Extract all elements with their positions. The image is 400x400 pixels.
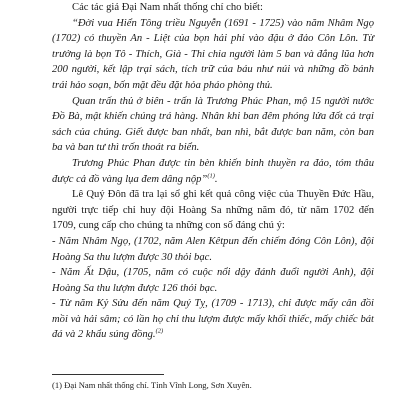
- intro-paragraph: Các tác giả Đại Nam nhất thống chí cho biết:: [72, 2, 263, 13]
- footnote-ref-2[interactable]: (2): [155, 327, 164, 335]
- quote-paragraph-1: “Đời vua Hiển Tông triều Nguyễn (1691 - 1725) vào năm Nhâm Ngọ (1702) có thuyền An - Liệt của bọn hải phỉ vào đậu ở đảo Côn Lôn. Từ trưởng là bọn Tô - Thích, Già - Thi chia người làm 5 ban và đắng lũa hơn 200 người, kết lập trại sách, tích trữ của báu như núi và những đồ bánh trái hảo soạn, bốn mặt đều đặt hỏa pháo phòng thủ.: [52, 17, 374, 91]
- footnote-divider: [52, 374, 164, 375]
- footnote-ref-1[interactable]: (1): [207, 172, 215, 179]
- quote-paragraph-2: Quan trấn thủ ở biên - trấn là Trương Phúc Phan, mộ 15 người nước Đồ Bà, mật khiến chúng trá hàng. Nhân khi ban đêm phóng lửa đốt cả trại sách của chúng. Giết được ban nhất, ban nhì, bắt được ban năm, còn ban ba và ban tư thì trốn thoát ra biển.: [52, 95, 374, 154]
- list-item-1709-1713: [52, 296, 374, 343]
- page-body: [52, 0, 374, 343]
- list-item-1705: - Năm Ất Dậu, (1705, năm có cuộc nổi dậy đánh đuổi người Anh), đội Hoàng Sa thu lượm được 126 thỏi bạc.: [52, 267, 374, 294]
- footnote: (1) Đại Nam nhất thống chí. Tỉnh Vĩnh Long, Sơn Xuyên.: [52, 380, 252, 390]
- list-item-1702: - Năm Nhâm Ngọ, (1702, năm Alen Kêtpun đến chiếm đóng Côn Lôn), đội Hoàng Sa thu lượm được 30 thỏi bạc.: [52, 235, 374, 263]
- quote-3-text: Trương Phúc Phan được tin bèn khiến binh thuyền ra đảo, tóm thâu được cả đồ vàng lụa đem dâng nộp”: [52, 157, 374, 185]
- quote-3-period: .: [214, 173, 218, 185]
- body-paragraph: Lê Quý Đôn đã tra lại sổ ghi kết quả công việc của Thuyền Đức Hầu, người trực tiếp chỉ huy đội Hoàng Sa những năm đó, từ năm 1702 đến 1709, cung cấp cho chúng ta những con số đáng chú ý:: [52, 189, 374, 232]
- quote-paragraph-3: [52, 156, 374, 187]
- list-item-1709-text: - Từ năm Kỷ Sửu đến năm Quý Tỵ, (1709 - 1713), chỉ được mấy cân đồi mồi và hải sâm; có lần họ chỉ thu lượm được mấy khối thiếc, mấy chiếc bát đá và 2 khẩu súng đồng.: [52, 298, 374, 341]
